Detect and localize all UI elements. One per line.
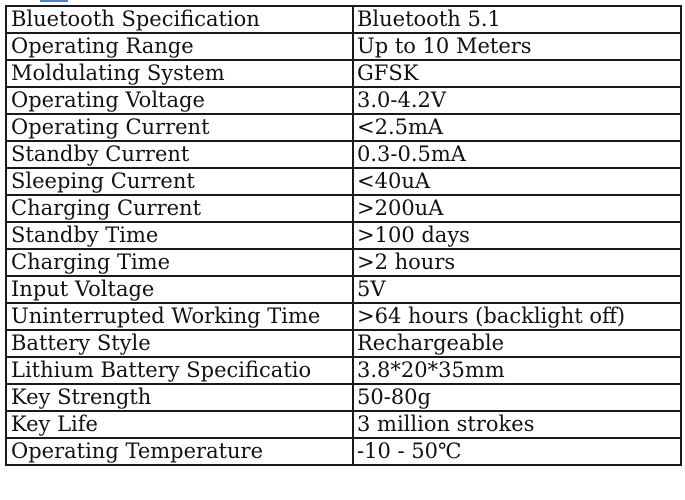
table-row <box>6 276 681 303</box>
spec-key: Sleeping Current <box>6 168 353 195</box>
spec-key: Key Life <box>6 411 353 438</box>
table-row <box>6 357 681 384</box>
table-row <box>6 168 681 195</box>
spec-key: Moldulating System <box>6 60 353 87</box>
spec-value: 5V <box>353 276 681 303</box>
spec-key: Uninterrupted Working Time <box>6 303 353 330</box>
spec-value: 3 million strokes <box>353 411 681 438</box>
spec-value: Rechargeable <box>353 330 681 357</box>
table-row <box>6 384 681 411</box>
spec-value: >200uA <box>353 195 681 222</box>
spec-key: Standby Time <box>6 222 353 249</box>
spec-key: Operating Current <box>6 114 353 141</box>
table-row <box>6 411 681 438</box>
table-row <box>6 33 681 60</box>
table-row <box>6 249 681 276</box>
spec-value: <40uA <box>353 168 681 195</box>
spec-table-body <box>6 6 681 465</box>
spec-value: >64 hours (backlight off) <box>353 303 681 330</box>
spec-key: Operating Temperature <box>6 438 353 465</box>
spec-value: 3.0-4.2V <box>353 87 681 114</box>
table-row <box>6 87 681 114</box>
table-row <box>6 60 681 87</box>
table-row <box>6 222 681 249</box>
table-row <box>6 438 681 465</box>
spec-key: Charging Time <box>6 249 353 276</box>
table-row <box>6 330 681 357</box>
table-row <box>6 303 681 330</box>
spec-value: <2.5mA <box>353 114 681 141</box>
spec-value: Up to 10 Meters <box>353 33 681 60</box>
spec-value: 3.8*20*35mm <box>353 357 681 384</box>
spec-key: Key Strength <box>6 384 353 411</box>
table-row <box>6 195 681 222</box>
spec-key: Operating Voltage <box>6 87 353 114</box>
spec-value: GFSK <box>353 60 681 87</box>
spec-value: 50-80g <box>353 384 681 411</box>
spec-key: Battery Style <box>6 330 353 357</box>
spec-key: Bluetooth Specification <box>6 6 353 33</box>
spec-value: >100 days <box>353 222 681 249</box>
spec-value: 0.3-0.5mA <box>353 141 681 168</box>
spec-key: Standby Current <box>6 141 353 168</box>
spec-value: Bluetooth 5.1 <box>353 6 681 33</box>
spec-value: -10 - 50℃ <box>353 438 681 465</box>
top-accent-bar <box>40 0 68 2</box>
table-row <box>6 6 681 33</box>
spec-key: Operating Range <box>6 33 353 60</box>
spec-key: Lithium Battery Specificatio <box>6 357 353 384</box>
spec-value: >2 hours <box>353 249 681 276</box>
spec-key: Input Voltage <box>6 276 353 303</box>
spec-key: Charging Current <box>6 195 353 222</box>
table-row <box>6 114 681 141</box>
table-row <box>6 141 681 168</box>
spec-table <box>5 5 682 466</box>
